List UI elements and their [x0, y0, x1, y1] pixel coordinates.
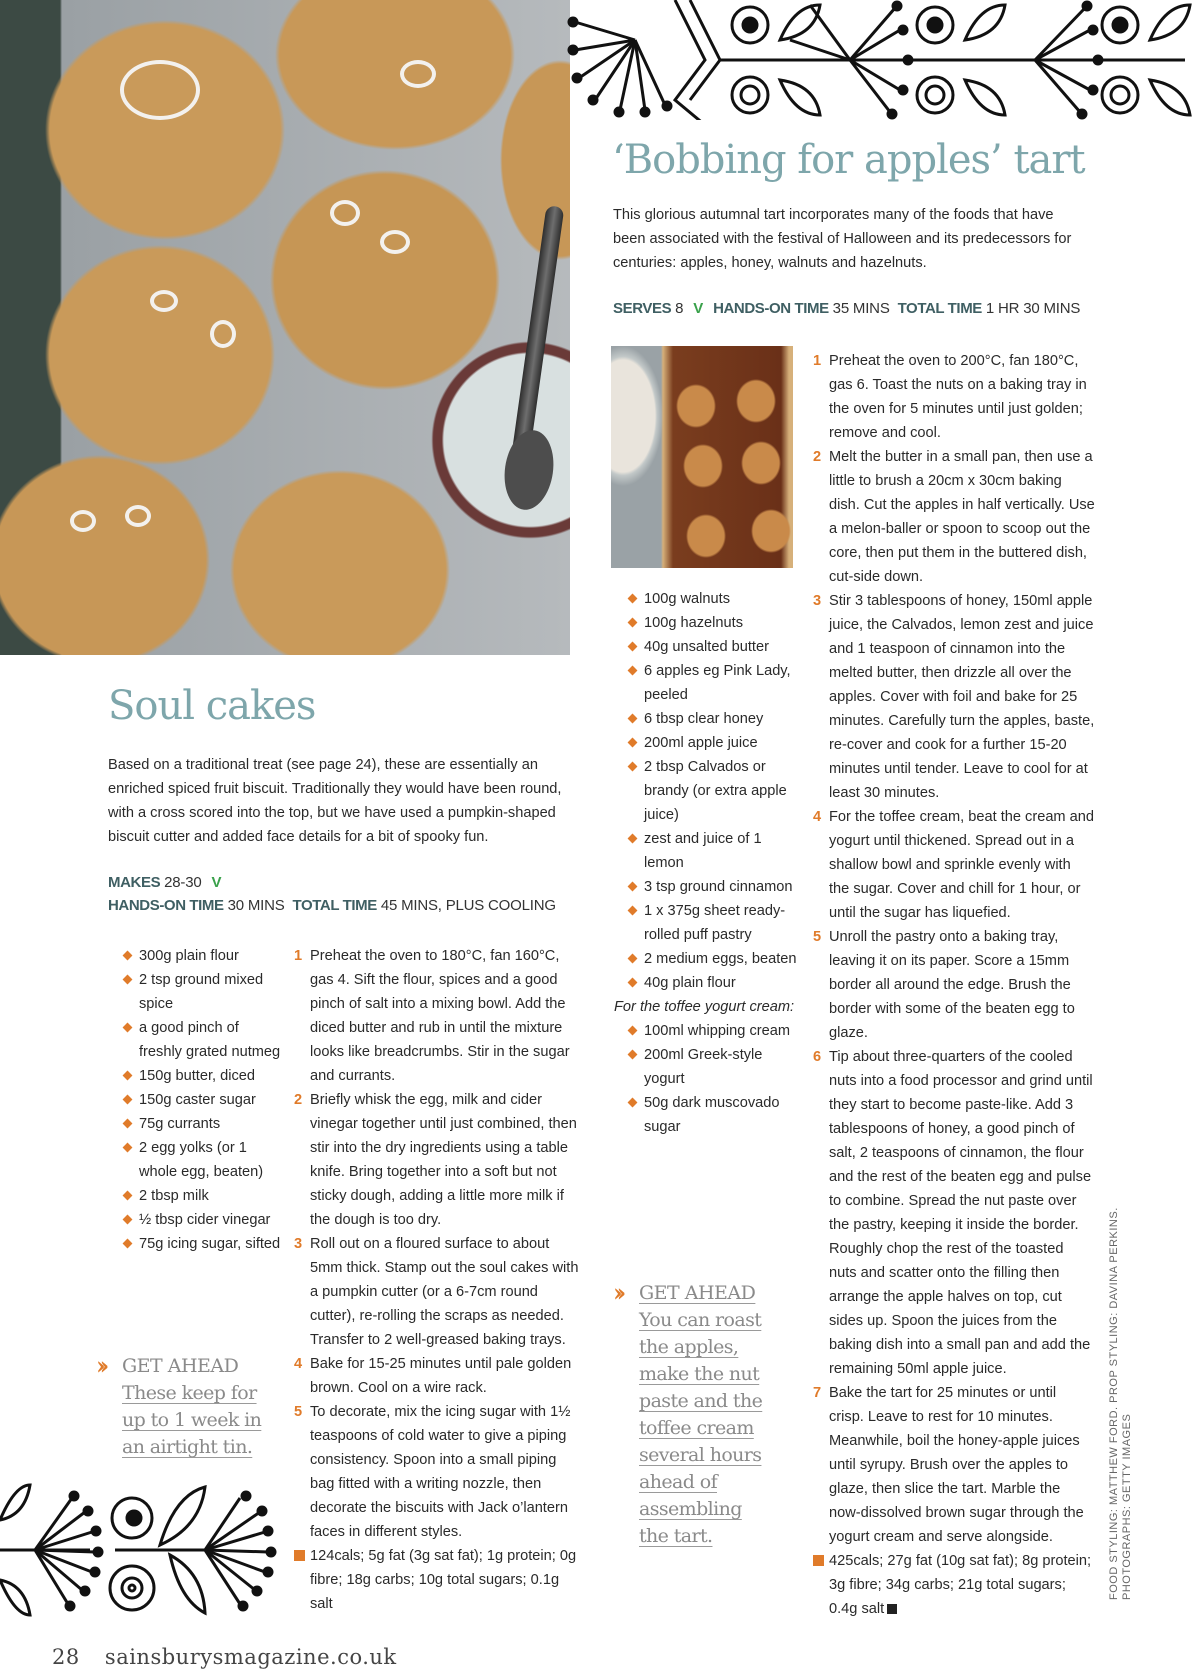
hands-on-value: 30 MINS — [227, 897, 285, 914]
tart-ingredients — [614, 587, 798, 1139]
method-step: 3 Roll out on a floured surface to about 5mm thick. Stamp out the soul cakes with a pumpkin cutter (or a 6-7cm round cutter), re-rolling the scraps as needed. Transfer to 2 well-greased baking trays. — [294, 1236, 579, 1348]
nutrition-info: 124cals; 5g fat (3g sat fat); 1g protein; 0g fibre; 18g carbs; 10g total sugars; 0.1g salt — [294, 1544, 582, 1616]
icing-decoration — [330, 200, 360, 226]
get-ahead-heading: GET AHEAD — [122, 1355, 239, 1377]
leaf-icon — [0, 1580, 30, 1615]
leaf-icon — [0, 1485, 30, 1520]
burst-motif-icon — [569, 18, 671, 116]
spoon-bowl — [500, 427, 559, 513]
soul-cakes-meta-makes — [108, 874, 227, 891]
icing-decoration — [400, 60, 436, 88]
nutrition-info: 425cals; 27g fat (10g sat fat); 8g protein; 3g fibre; 34g carbs; 21g total sugars; 0.4g salt — [813, 1549, 1095, 1621]
total-time-value: 1 HR 30 MINS — [985, 300, 1081, 317]
vegetarian-badge: V — [211, 874, 222, 891]
icing-decoration — [210, 320, 236, 348]
folk-art-border-top — [565, 0, 1200, 120]
ingredient-item: 75g icing sugar, sifted — [123, 1232, 283, 1256]
photo-credit: FOOD STYLING: MATTHEW FORD. PROP STYLING: DAVINA PERKINS. PHOTOGRAPHS: GETTY IMAGES — [1108, 1207, 1133, 1600]
tart-get-ahead — [613, 1278, 769, 1550]
method-step: 2 Briefly whisk the egg, milk and cider vinegar together until just combined, then stir into the dry ingredients using a table knife. Bring together into a soft but not sticky dough, adding a little more milk if the dough is too dry. — [294, 1092, 577, 1228]
folk-art-border-bottom — [0, 1470, 290, 1620]
ingredient-item: 2 egg yolks (or 1 whole egg, beaten) — [123, 1136, 283, 1184]
method-step: 3 Stir 3 tablespoons of honey, 150ml apple juice, the Calvados, lemon zest and juice and 1 teaspoon of cinnamon into the melted butter, then drizzle all over the apples. Cover with foil and bake for 25 minutes. Carefully turn the apples, baste, re-cover and cook for a further 15-20 minutes until tender. Leave to cool for at least 30 minutes. — [813, 593, 1095, 801]
magazine-site: sainsburysmagazine.co.uk — [104, 1645, 397, 1669]
ingredient-item: a good pinch of freshly grated nutmeg — [123, 1016, 283, 1064]
ingredient-item: 75g currants — [123, 1112, 283, 1136]
ingredient-item: 100g hazelnuts — [628, 611, 798, 635]
ingredient-item: 100ml whipping cream — [628, 1019, 798, 1043]
hands-on-label: HANDS-ON TIME — [713, 300, 829, 317]
get-ahead-body: You can roast the apples, make the nut paste and the toffee cream several hours ahead of assembling the tart. — [639, 1309, 763, 1547]
method-step: 5 To decorate, mix the icing sugar with 1½ teaspoons of cold water to give a piping consistency. Spoon into a small piping bag fitted with a writing nozzle, then decorate the biscuits with Jack o’lantern faces in different styles. — [294, 1404, 571, 1540]
method-step: 7 Bake the tart for 25 minutes or until crisp. Leave to rest for 10 minutes. Meanwhile, boil the honey-apple juices until syrupy. Brush over the apples to glaze, then slice the tart. Marble the now-dissolved brown sugar through the yogurt cream and serve alongside. — [813, 1385, 1084, 1545]
page-footer — [52, 1645, 397, 1669]
leaf-icon — [965, 5, 1005, 40]
ingredient-item: 150g caster sugar — [123, 1088, 283, 1112]
makes-label: MAKES — [108, 874, 161, 891]
get-ahead-body: These keep for up to 1 week in an airtight tin. — [122, 1382, 262, 1458]
method-step: 2 Melt the butter in a small pan, then use a little to brush a 20cm x 30cm baking dish. Cut the apples in half vertically. Use a melon-baller or spoon to scoop out the core, then put them in the buttered dish, cut-side down. — [813, 449, 1095, 585]
ingredient-item: 200ml Greek-style yogurt — [628, 1043, 798, 1091]
leaf-icon — [780, 80, 820, 115]
ingredient-item: zest and juice of 1 lemon — [628, 827, 798, 875]
ingredient-item: 300g plain flour — [123, 944, 283, 968]
icing-decoration — [125, 505, 151, 527]
soul-cakes-photo — [0, 0, 570, 655]
ingredient-item: 150g butter, diced — [123, 1064, 283, 1088]
icing-decoration — [70, 510, 96, 532]
nutrition-square-icon — [294, 1550, 305, 1561]
icing-decoration — [380, 230, 410, 254]
end-mark-icon — [887, 1604, 897, 1614]
total-time-label: TOTAL TIME — [292, 897, 377, 914]
soul-cakes-meta-time — [108, 897, 556, 914]
soul-cakes-get-ahead — [96, 1351, 282, 1461]
icing-decoration — [120, 60, 200, 120]
method-step: 4 For the toffee cream, beat the cream and yogurt until thickened. Spread out in a shallow bowl and sprinkle evenly with the sugar. Cover and chill for 1 hour, or until the sugar has liquefied. — [813, 809, 1094, 921]
hands-on-value: 35 MINS — [832, 300, 890, 317]
ingredient-subheading: For the toffee yogurt cream: — [614, 999, 795, 1015]
ingredient-item: 200ml apple juice — [628, 731, 798, 755]
method-step: 4 Bake for 15-25 minutes until pale golden brown. Cool on a wire rack. — [294, 1356, 572, 1396]
get-ahead-heading: GET AHEAD — [639, 1282, 756, 1304]
tart-method — [813, 349, 1095, 1621]
tart-intro: This glorious autumnal tart incorporates many of the foods that have been associated with the festival of Halloween and its predecessors for centuries: apples, honey, walnuts and hazelnuts. — [613, 207, 1072, 271]
serves-value: 8 — [675, 300, 684, 317]
leaf-icon — [965, 80, 1005, 115]
leaf-icon — [1150, 5, 1190, 40]
double-chevron-icon: ›› — [613, 1278, 621, 1307]
makes-value: 28-30 — [164, 874, 202, 891]
leaf-icon — [1150, 80, 1190, 115]
soul-cakes-title: Soul cakes — [108, 683, 316, 729]
soul-cakes-method — [294, 944, 582, 1616]
spiral-row — [720, 2, 1190, 118]
nutrition-square-icon — [813, 1555, 824, 1566]
ingredient-item: 50g dark muscovado sugar — [628, 1091, 798, 1139]
hands-on-label: HANDS-ON TIME — [108, 897, 224, 914]
ingredient-item: 100g walnuts — [628, 587, 798, 611]
leaf-icon — [160, 1487, 205, 1545]
soul-cakes-intro: Based on a traditional treat (see page 24), these are essentially an enriched spiced fruit biscuit. Traditionally they would have been round, with a cross scored into the top, but we have used a pumpkin-shaped biscuit cutter and added face details for a bit of spooky fun. — [108, 757, 562, 845]
tart-recipe-title: ‘Bobbing for apples’ tart — [612, 137, 1085, 183]
method-step: 1 Preheat the oven to 180°C, fan 160°C, gas 4. Sift the flour, spices and a good pinch of salt into a mixing bowl. Add the diced butter and rub in until the mixture looks like breadcrumbs. Stir in the sugar and currants. — [294, 948, 570, 1084]
ingredient-item: 1 x 375g sheet ready-rolled puff pastry — [628, 899, 798, 947]
serves-label: SERVES — [613, 300, 672, 317]
method-step: 6 Tip about three-quarters of the cooled nuts into a food processor and grind until they start to become paste-like. Add 3 tablespoons of honey, a good pinch of salt, 2 teaspoons of cinnamon, the flour and the rest of the beaten egg and pulse to combine. Spread the nut paste over the pastry, keeping it inside the border. Roughly chop the rest of the toasted nuts and scatter onto the filling then arrange the apple halves on top, cut sides up. Spoon the juices from the baking dish into a small pan and add the remaining 50ml apple juice. — [813, 1049, 1093, 1377]
tart-photo — [611, 346, 793, 568]
tart-meta — [613, 300, 1080, 317]
ingredient-item: 3 tsp ground cinnamon — [628, 875, 798, 899]
leaf-icon — [170, 1555, 205, 1613]
ingredient-item: 2 tbsp Calvados or brandy (or extra apple juice) — [628, 755, 798, 827]
soul-cakes-ingredients — [123, 944, 283, 1256]
method-step: 5 Unroll the pastry onto a baking tray, leaving it on its paper. Score a 15mm border all around the edge. Brush the border with some of the beaten egg to glaze. — [813, 929, 1075, 1041]
page-number: 28 — [52, 1645, 80, 1669]
ingredient-item: 40g plain flour — [628, 971, 798, 995]
ingredient-item: 2 medium eggs, beaten — [628, 947, 798, 971]
icing-decoration — [150, 290, 178, 312]
ingredient-item: 6 apples eg Pink Lady, peeled — [628, 659, 798, 707]
total-time-value: 45 MINS, PLUS COOLING — [380, 897, 556, 914]
ingredient-item: 2 tbsp milk — [123, 1184, 283, 1208]
ingredient-item: 6 tbsp clear honey — [628, 707, 798, 731]
ingredient-item: 40g unsalted butter — [628, 635, 798, 659]
total-time-label: TOTAL TIME — [897, 300, 982, 317]
vegetarian-badge: V — [693, 300, 704, 317]
ingredient-item: 2 tsp ground mixed spice — [123, 968, 283, 1016]
method-step: 1 Preheat the oven to 200°C, fan 180°C, gas 6. Toast the nuts on a baking tray in the oven for 5 minutes until just golden; remove and cool. — [813, 353, 1087, 441]
ingredient-item: ½ tbsp cider vinegar — [123, 1208, 283, 1232]
double-chevron-icon: ›› — [96, 1351, 104, 1380]
